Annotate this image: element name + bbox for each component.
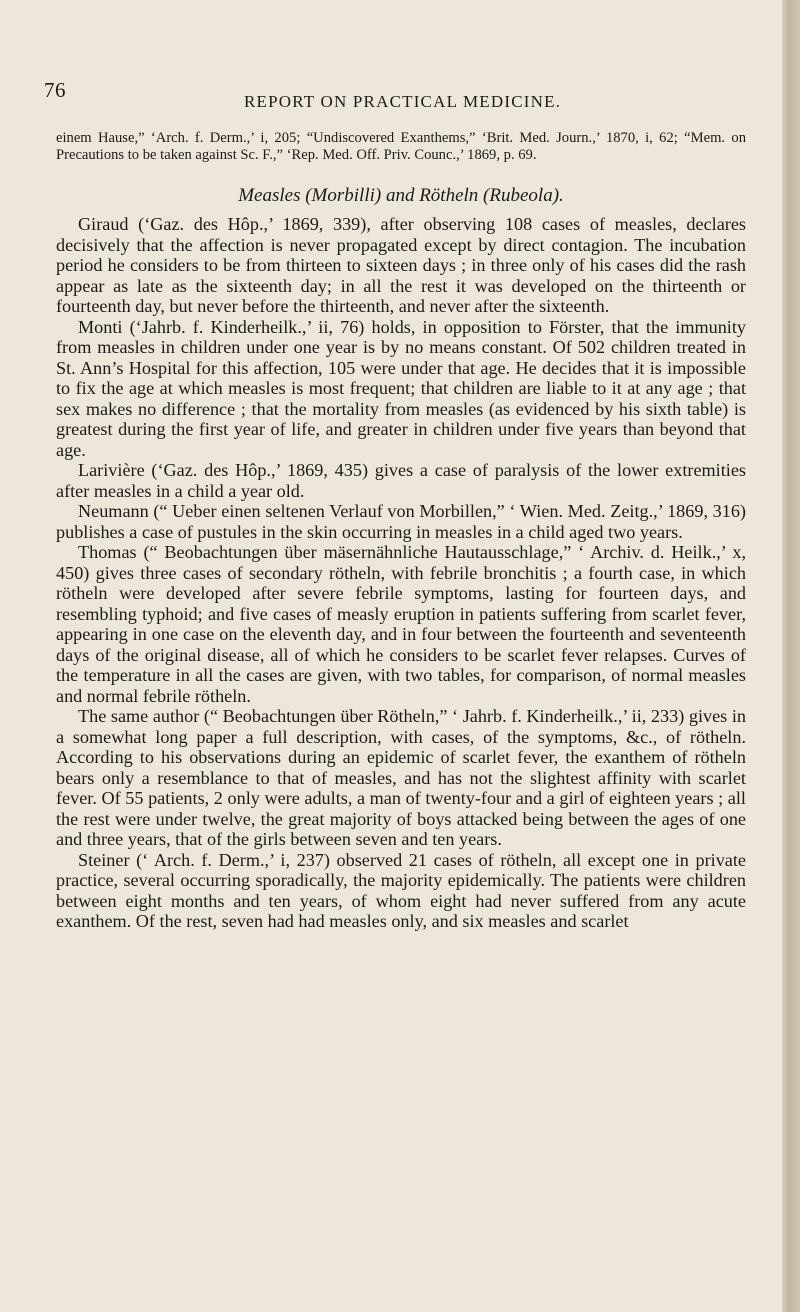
page-number: 76 bbox=[44, 78, 66, 102]
body-text bbox=[56, 214, 746, 932]
section-title: Measles (Morbilli) and Rötheln (Rubeola). bbox=[238, 185, 564, 206]
page-header bbox=[44, 78, 744, 111]
paragraph-lariviere: Larivière (‘Gaz. des Hôp.,’ 1869, 435) gives a case of paralysis of the lower extremities after measles in a child a year old. bbox=[56, 460, 746, 501]
book-spine-edge bbox=[782, 0, 800, 1312]
paragraph-giraud: Giraud (‘Gaz. des Hôp.,’ 1869, 339), after observing 108 cases of measles, declares decisively that the affection is never propagated except by direct contagion. The incubation period he considers to be from thirteen to sixteen days ; in three only of his cases did the rash appear as late as the sixteenth day; in all the rest it was developed on the thirteenth or fourteenth day, but never before the thirteenth, and never after the sixteenth. bbox=[56, 214, 746, 316]
paragraph-neumann: Neumann (“ Ueber einen seltenen Verlauf von Morbillen,” ‘ Wien. Med. Zeitg.,’ 1869, 316) publishes a case of pustules in the skin occurring in measles in a child aged two years. bbox=[56, 501, 746, 542]
paragraph-thomas: Thomas (“ Beobachtungen über mäsernähnliche Hautausschlage,” ‘ Archiv. d. Heilk.,’ x, 450) gives three cases of secondary rötheln, with febrile bronchitis ; a fourth case, in which rötheln were developed after severe febrile symptoms, lasting for fourteen days, and resembling typhoid; and five cases of measly eruption in patients suffering from scarlet fever, appearing in one case on the eleventh day, and in four between the fourteenth and seventeenth days of the original disease, all of which he considers to be scarlet fever relapses. Curves of the temperature in all the cases are given, with two tables, for comparison, of normal measles and normal febrile rötheln. bbox=[56, 542, 746, 706]
paragraph-thomas-rotheln: The same author (“ Beobachtungen über Rötheln,” ‘ Jahrb. f. Kinderheilk.,’ ii, 233) gives in a somewhat long paper a full description, with cases, of the symptoms, &c., of rötheln. According to his observations during an epidemic of scarlet fever, the exanthem of rötheln bears only a resemblance to that of measles, and has not the slightest affinity with scarlet fever. Of 55 patients, 2 only were adults, a man of twenty-four and a girl of eighteen years ; all the rest were under twelve, the great majority of boys attacked being between the ages of one and three years, that of the girls between seven and ten years. bbox=[56, 706, 746, 849]
running-title: REPORT ON PRACTICAL MEDICINE. bbox=[244, 92, 562, 111]
paragraph-steiner: Steiner (‘ Arch. f. Derm.,’ i, 237) observed 21 cases of rötheln, all except one in private practice, several occurring sporadically, the majority epidemically. The patients were children between eight months and ten years, of whom eight had never suffered from any acute exanthem. Of the rest, seven had had measles only, and six measles and scarlet bbox=[56, 849, 746, 931]
paragraph-monti: Monti (‘Jahrb. f. Kinderheilk.,’ ii, 76) holds, in opposition to Förster, that the immunity from measles in children under one year is by no means constant. Of 502 children treated in St. Ann’s Hospital for this affection, 105 were under that age. He decides that it is impossible to fix the age at which measles is most frequent; that children are liable to it at any age ; that sex makes no difference ; that the mortality from measles (as evidenced by his sixth table) is greatest during the first year of life, and greater in children under five years than beyond that age. bbox=[56, 316, 746, 460]
references-paragraph: einem Hause,” ‘Arch. f. Derm.,’ i, 205; “Undiscovered Exanthems,” ‘Brit. Med. Journ.,’ 1870, i, 62; “Mem. on Precautions to be taken against Sc. F.,” ‘Rep. Med. Off. Priv. Counc.,’ 1869, p. 69. bbox=[56, 130, 746, 163]
